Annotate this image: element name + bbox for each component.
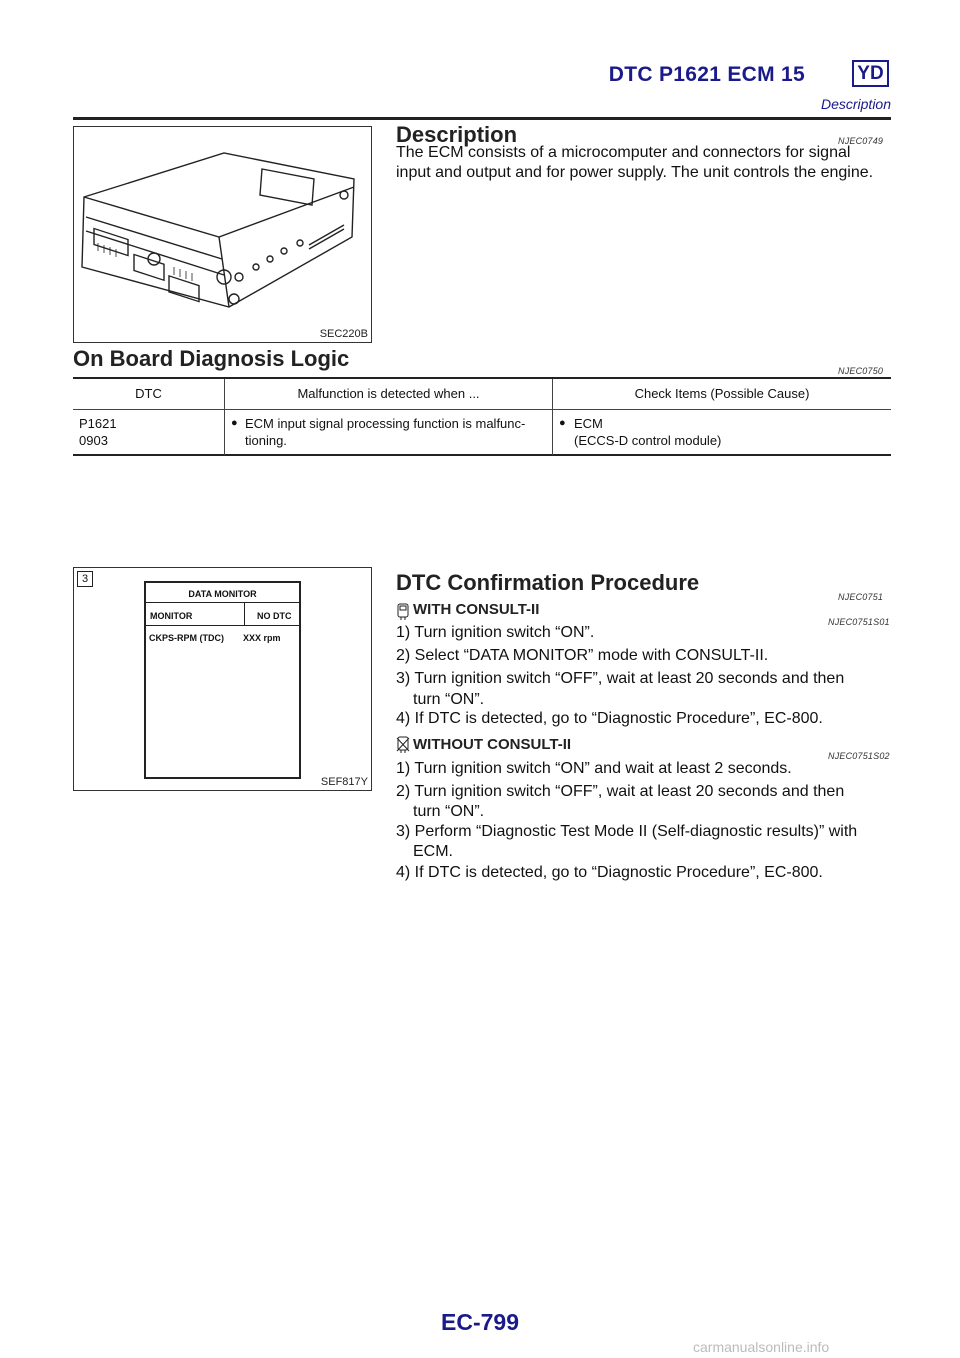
without-consult-heading: WITHOUT CONSULT-II <box>413 736 572 753</box>
header-rule <box>73 117 891 120</box>
with-step-3-cont: turn “ON”. <box>413 691 485 708</box>
engine-badge: YD <box>852 60 889 87</box>
bullet: ● <box>559 417 566 429</box>
table-header-check: Check Items (Possible Cause) <box>634 386 810 401</box>
with-step-2: 2) Select “DATA MONITOR” mode with CONSULT-II. <box>396 647 769 664</box>
without-step-4: 4) If DTC is detected, go to “Diagnostic Procedure”, EC-800. <box>396 864 823 881</box>
table-header-malfunction: Malfunction is detected when ... <box>297 386 480 401</box>
check-item-1: ECM <box>574 416 603 431</box>
page-header-subtitle: Description <box>820 96 891 112</box>
dtc-confirm-ref: NJEC0751 <box>838 592 884 602</box>
without-step-1: 1) Turn ignition switch “ON” and wait at least 2 seconds. <box>396 760 792 777</box>
with-consult-heading: WITH CONSULT-II <box>413 601 540 618</box>
malfunction-text-1: ECM input signal processing function is malfunc- <box>245 416 526 431</box>
table-header-dtc: DTC <box>135 386 162 401</box>
screen-col-status: NO DTC <box>257 611 292 621</box>
description-ref: NJEC0749 <box>838 136 884 146</box>
without-step-2-cont: turn “ON”. <box>413 803 485 820</box>
without-step-3: 3) Perform “Diagnostic Test Mode II (Self-diagnostic results)” with <box>396 823 858 840</box>
figure-code: SEC220B <box>319 328 368 340</box>
dtc-code-alt: 0903 <box>79 433 108 448</box>
watermark: carmanualsonline.info <box>693 1339 830 1355</box>
description-text-2: input and output and for power supply. The unit controls the engine. <box>396 164 874 181</box>
obd-ref: NJEC0750 <box>838 366 884 376</box>
ecm-unit-illustration <box>74 127 371 327</box>
page-header-title: DTC P1621 ECM 15 <box>608 63 805 86</box>
table-top-rule <box>73 377 891 379</box>
description-text-1: The ECM consists of a microcomputer and connectors for signal <box>396 144 851 161</box>
with-step-4: 4) If DTC is detected, go to “Diagnostic Procedure”, EC-800. <box>396 710 823 727</box>
with-step-1: 1) Turn ignition switch “ON”. <box>396 624 595 641</box>
with-step-3: 3) Turn ignition switch “OFF”, wait at least 20 seconds and then <box>396 670 845 687</box>
description-heading: Description <box>396 122 518 147</box>
dtc-code: P1621 <box>79 416 117 431</box>
no-consult-tool-icon <box>396 736 410 759</box>
bullet: ● <box>231 417 238 429</box>
with-consult-ref: NJEC0751S01 <box>828 617 890 627</box>
data-monitor-screen <box>144 581 301 779</box>
screen-row-value: XXX rpm <box>243 633 281 643</box>
page-number: EC-799 <box>441 1309 519 1335</box>
table-bottom-rule <box>73 454 891 456</box>
table-header-rule <box>73 409 891 410</box>
screen-divider <box>146 625 299 626</box>
figure-code: SEF817Y <box>320 776 368 788</box>
screen-title: DATA MONITOR <box>188 589 257 599</box>
without-step-2: 2) Turn ignition switch “OFF”, wait at least 20 seconds and then <box>396 783 845 800</box>
screen-col-monitor: MONITOR <box>150 611 193 621</box>
screen-row-label: CKPS-RPM (TDC) <box>149 633 224 643</box>
without-step-3-cont: ECM. <box>413 843 453 860</box>
screen-col-divider <box>244 602 245 625</box>
obd-heading: On Board Diagnosis Logic <box>73 346 350 371</box>
screen-divider <box>146 602 299 603</box>
corner-mark: 3 <box>77 571 93 587</box>
ecm-figure <box>73 126 372 343</box>
malfunction-text-2: tioning. <box>245 433 287 448</box>
without-consult-ref: NJEC0751S02 <box>828 751 890 761</box>
check-item-2: (ECCS-D control module) <box>574 433 722 448</box>
dtc-confirm-heading: DTC Confirmation Procedure <box>396 570 700 595</box>
